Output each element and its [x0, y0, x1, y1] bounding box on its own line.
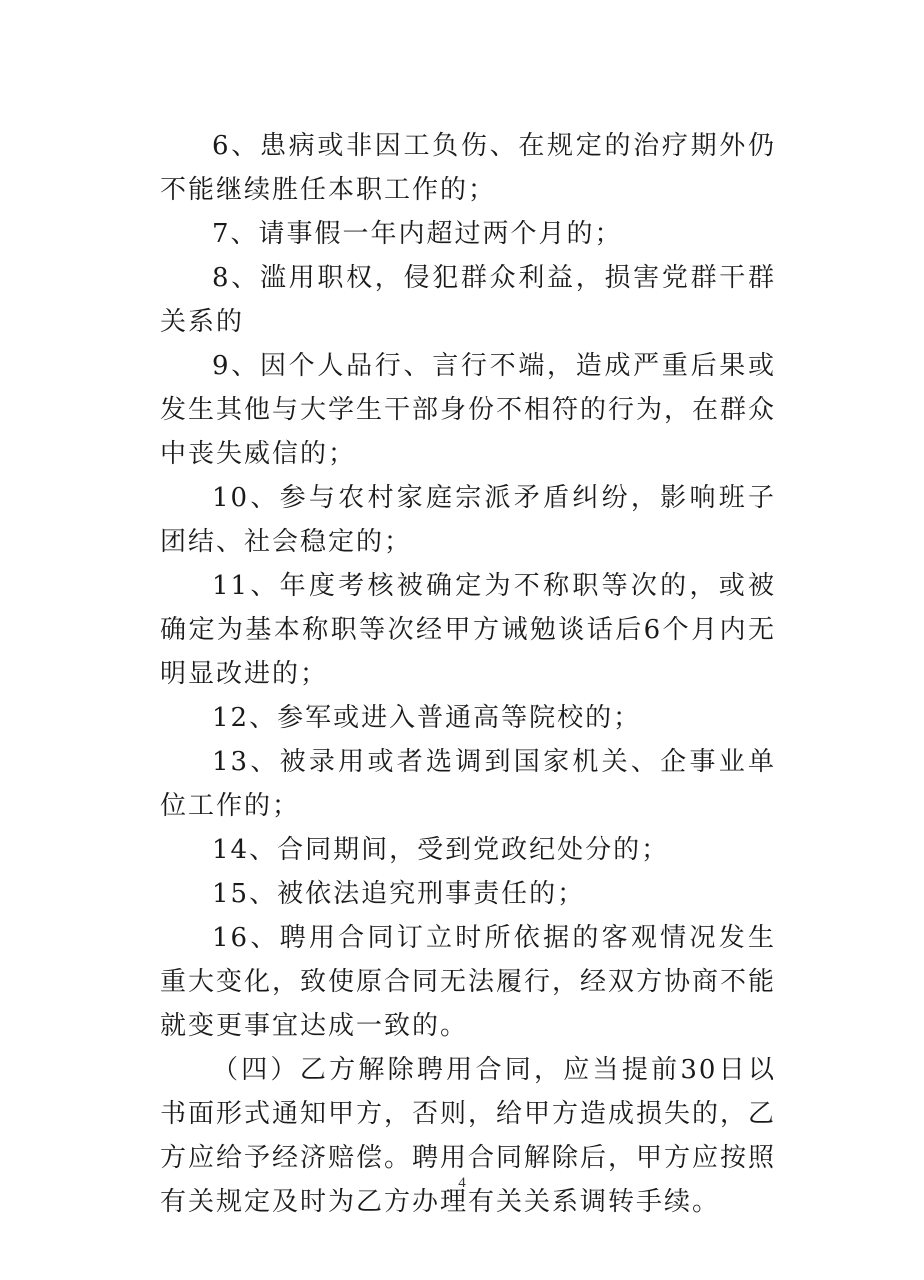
paragraph-item-16: 16、聘用合同订立时所依据的客观情况发生重大变化，致使原合同无法履行，经双方协商不能就变更事宜达成一致的。: [160, 923, 777, 1041]
page-number: 4: [458, 1175, 466, 1191]
paragraph-item-11: 11、年度考核被确定为不称职等次的，或被确定为基本称职等次经甲方诫勉谈话后6个月内无明显改进的；: [160, 571, 776, 689]
paragraph-section-4: （四）乙方解除聘用合同，应当提前30日以书面形式通知甲方，否则，给甲方造成损失的，乙方应给予经济赔偿。聘用合同解除后，甲方应按照有关规定及时为乙方办理有关关系调转手续。: [160, 1055, 777, 1217]
paragraph-item-9: 9、因个人品行、言行不端，造成严重后果或发生其他与大学生干部身份不相符的行为，在群众中丧失威信的；: [160, 351, 777, 469]
paragraph-item-12: 12、参军或进入普通高等院校的；: [212, 703, 642, 733]
paragraph-item-10: 10、参与农村家庭宗派矛盾纠纷，影响班子团结、社会稳定的；: [160, 483, 776, 557]
paragraph-item-14: 14、合同期间，受到党政纪处分的；: [212, 835, 670, 865]
paragraph-item-8: 8、滥用职权，侵犯群众利益，损害党群干群关系的: [160, 263, 776, 337]
paragraph-item-13: 13、被录用或者选调到国家机关、企事业单位工作的；: [160, 747, 776, 821]
paragraph-item-6: 6、患病或非因工负伤、在规定的治疗期外仍不能继续胜任本职工作的；: [160, 131, 776, 205]
document-body: [160, 124, 776, 1224]
paragraph-item-7: 7、请事假一年内超过两个月的；: [212, 219, 623, 249]
paragraph-item-15: 15、被依法追究刑事责任的；: [212, 879, 586, 909]
